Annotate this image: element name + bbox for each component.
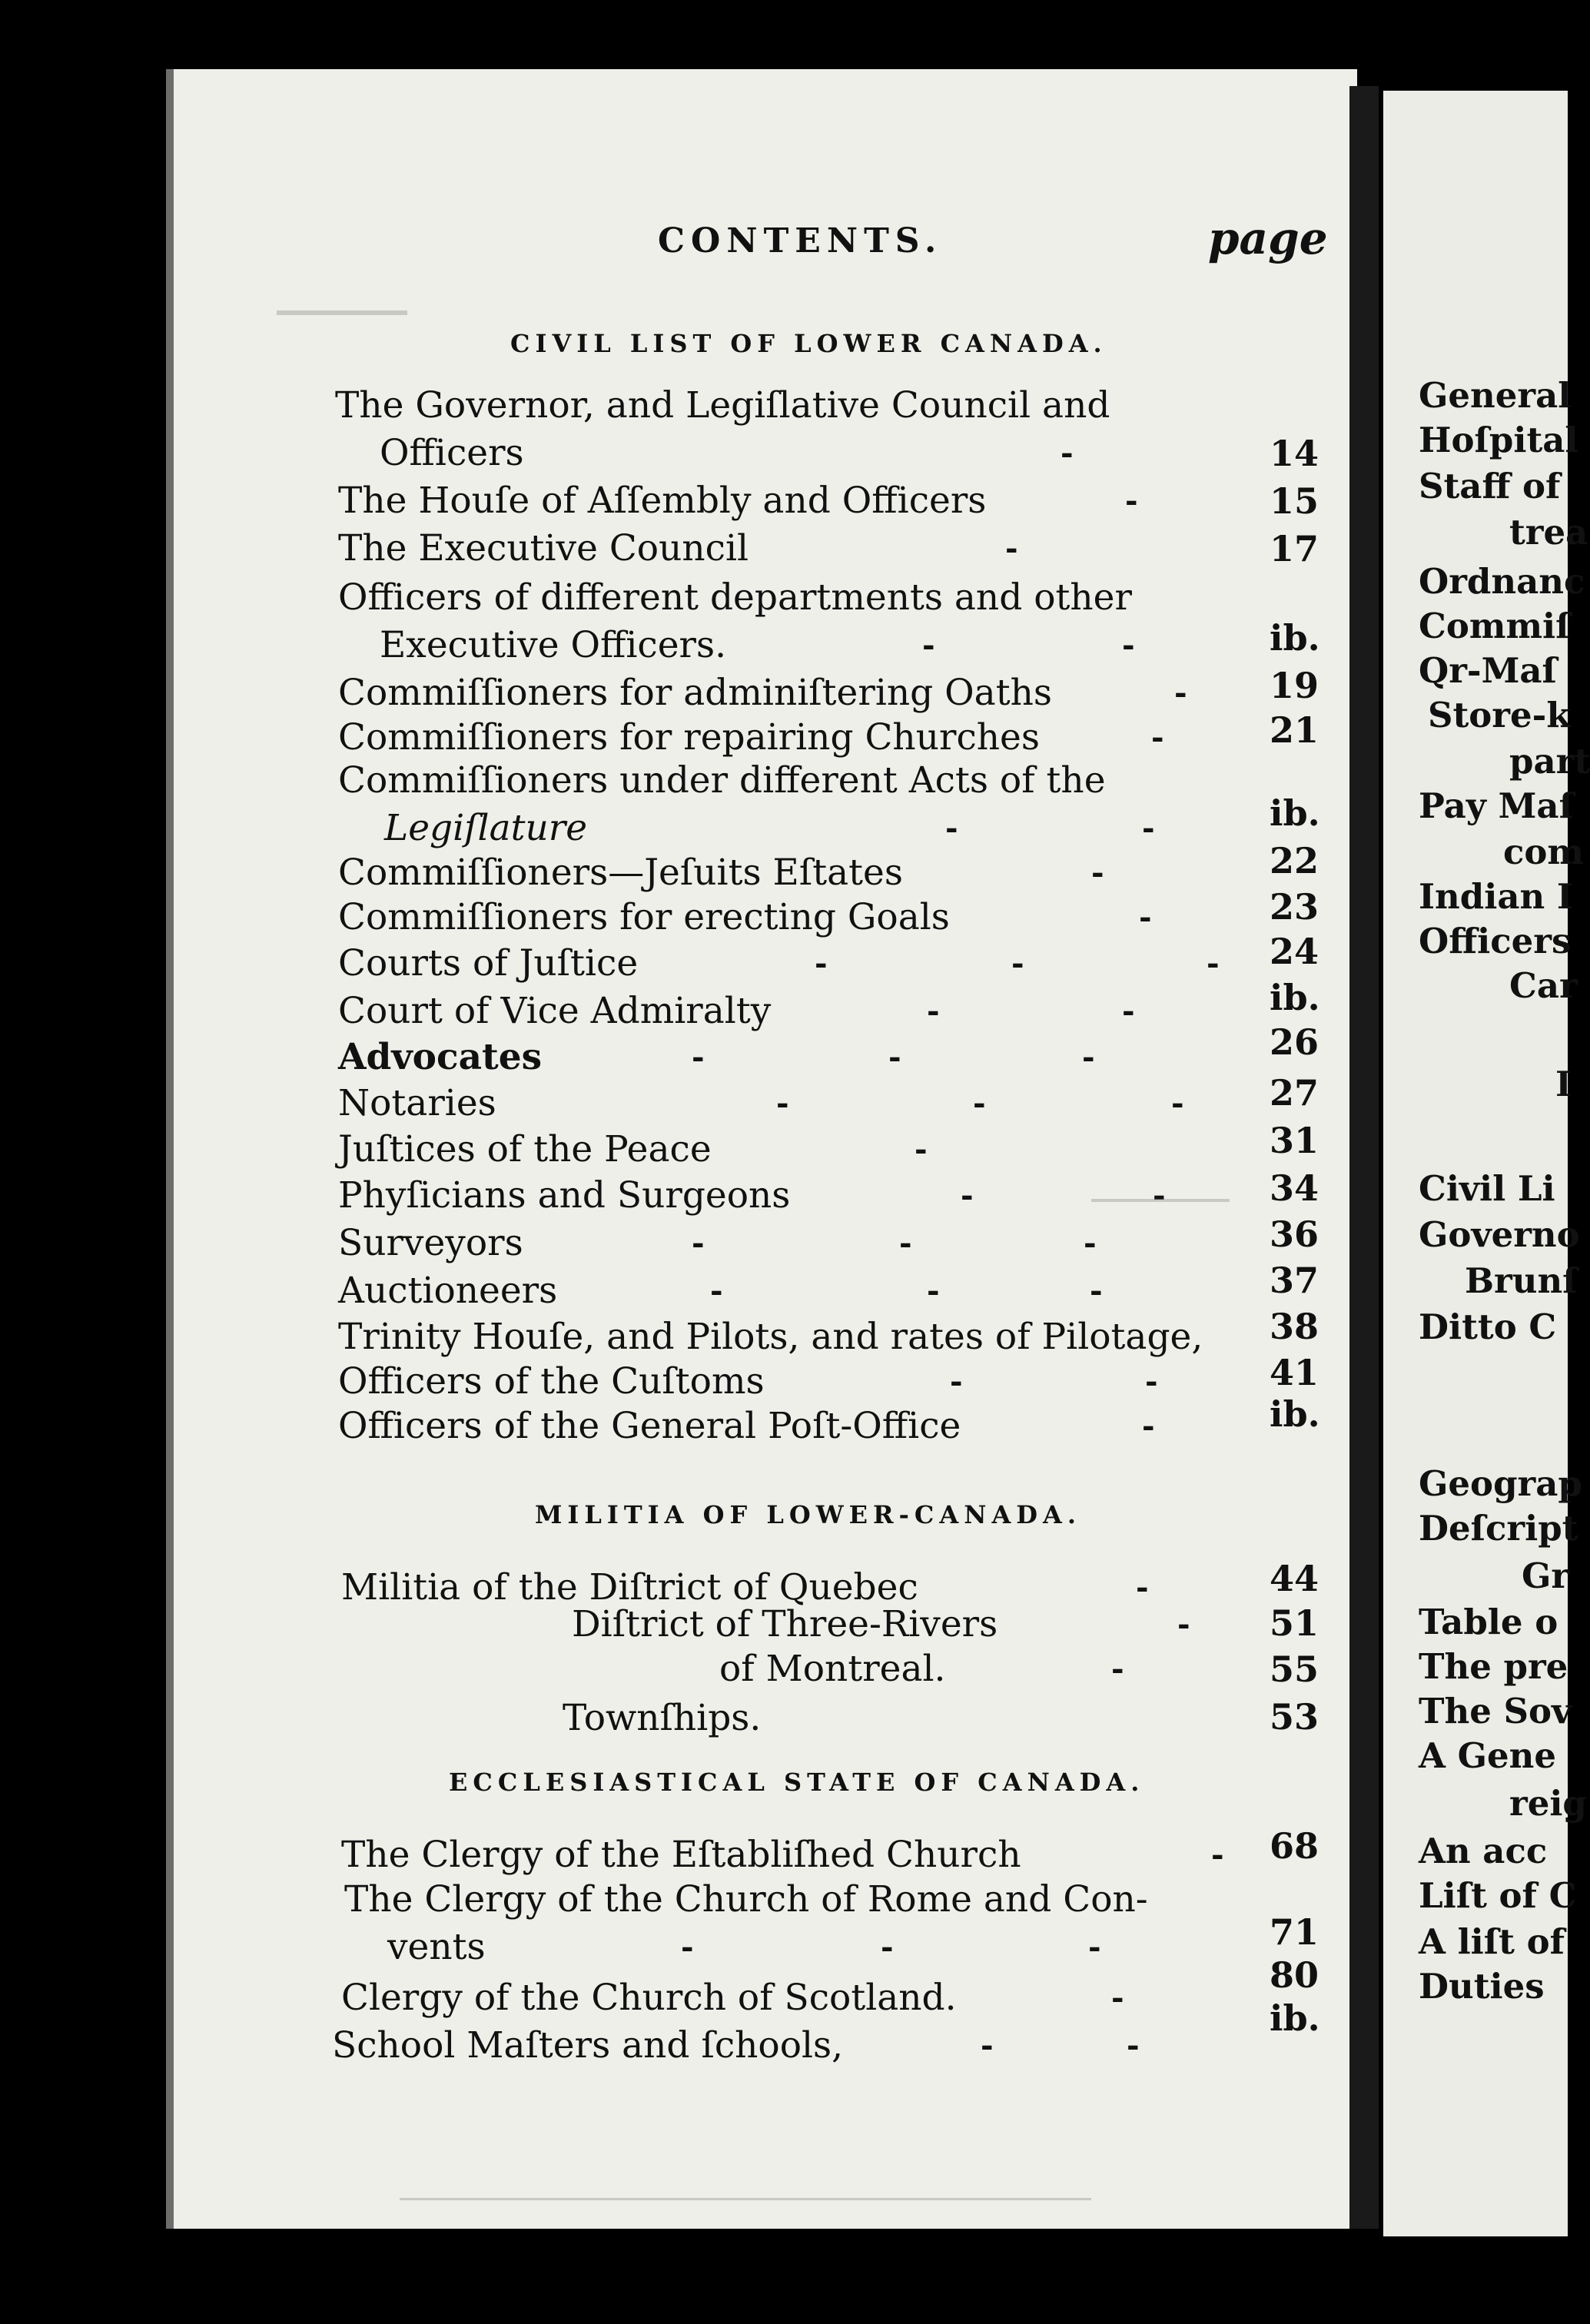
page-number: 23 — [1270, 886, 1319, 928]
entry-line: The Clergy of the Church of Rome and Con- — [344, 1878, 1148, 1921]
entry-line: Court of Vice Admiralty — [338, 990, 772, 1032]
page-number: 71 — [1270, 1911, 1319, 1953]
entry-line: Officers of the General Poſt-Office — [338, 1405, 961, 1447]
entry-line: Phyſicians and Surgeons — [338, 1174, 791, 1217]
facing-page-line: An acc — [1419, 1831, 1548, 1871]
page-number: 51 — [1270, 1602, 1319, 1644]
leader-dash: - — [710, 1273, 723, 1309]
page-number: 68 — [1270, 1825, 1319, 1867]
entry-line: Juſtices of the Peace — [338, 1128, 712, 1170]
page-number: 21 — [1270, 709, 1319, 751]
leader-dash: - — [815, 945, 828, 981]
facing-page-line: Gr — [1522, 1555, 1570, 1596]
contents-heading: CONTENTS. — [658, 221, 943, 261]
leader-dash: - — [1177, 1606, 1190, 1642]
page-number: 17 — [1270, 528, 1319, 569]
leader-dash: - — [1151, 719, 1164, 755]
facing-page-line: Pay Maſ — [1419, 785, 1574, 826]
page-number: 19 — [1270, 665, 1319, 706]
facing-page-line: Governo — [1419, 1214, 1580, 1255]
book-gutter — [1349, 86, 1379, 2229]
entry-line: Militia of the Diſtrict of Quebec — [341, 1566, 918, 1609]
page-number: 31 — [1270, 1120, 1319, 1161]
leader-dash: - — [1122, 993, 1135, 1029]
leader-dash: - — [1174, 675, 1187, 711]
facing-page-line: I — [1555, 1064, 1572, 1104]
facing-page-line: Table o — [1419, 1602, 1558, 1642]
page-number: 24 — [1270, 931, 1319, 972]
entry-line: Officers of the Cuſtoms — [338, 1360, 765, 1403]
facing-page-line: Ordnanc — [1419, 561, 1585, 602]
facing-page-line: Deſcript — [1419, 1508, 1578, 1549]
facing-page-line: A Gene — [1419, 1735, 1556, 1776]
facing-page-line: Liſt of C — [1419, 1875, 1577, 1916]
page-number: 80 — [1270, 1954, 1319, 1996]
page-number: 15 — [1270, 480, 1319, 522]
entry-line: Auctioneers — [338, 1270, 558, 1312]
facing-page-line: Geograp — [1419, 1463, 1582, 1504]
facing-page-line: Duties — [1419, 1966, 1545, 2007]
facing-page-line: The Sov — [1419, 1691, 1572, 1731]
page-number: ib. — [1270, 617, 1320, 659]
entry-line: vents — [387, 1926, 486, 1968]
entry-line: The Executive Council — [338, 527, 749, 569]
entry-line: Commiſſioners for adminiſtering Oaths — [338, 672, 1052, 714]
entry-line: Officers — [380, 432, 524, 474]
entry-line: Advocates — [338, 1036, 543, 1078]
leader-dash: - — [914, 1131, 928, 1167]
facing-page-line: Hoſpital — [1419, 420, 1578, 460]
leader-dash: - — [927, 993, 940, 1029]
leader-dash: - — [1139, 899, 1152, 935]
page-number: 44 — [1270, 1558, 1319, 1599]
leader-dash: - — [1136, 1569, 1149, 1605]
leader-dash: - — [1145, 1363, 1158, 1399]
leader-dash: - — [1142, 810, 1155, 846]
facing-page-line: Brunſ — [1465, 1260, 1578, 1301]
facing-page-line: Civil Li — [1419, 1168, 1555, 1209]
leader-dash: - — [681, 1929, 694, 1965]
facing-page-line: com — [1503, 832, 1585, 872]
facing-page-line: Officers — [1419, 921, 1572, 961]
print-noise — [400, 2198, 1091, 2200]
entry-line: School Maſters and ſchools, — [332, 2024, 844, 2067]
page-number: 27 — [1270, 1072, 1319, 1114]
leader-dash: - — [1125, 483, 1138, 519]
entry-line: The Governor, and Legiſlative Council and — [335, 384, 1110, 427]
entry-line: Townſhips. — [563, 1697, 762, 1739]
leader-dash: - — [1061, 435, 1074, 471]
leader-dash: - — [1082, 1039, 1095, 1075]
facing-page-line: Store-k — [1428, 695, 1571, 735]
leader-dash: - — [973, 1085, 986, 1121]
page-number: 14 — [1270, 433, 1319, 474]
page-number: 34 — [1270, 1167, 1319, 1209]
leader-dash: - — [888, 1039, 901, 1075]
page-number: 22 — [1270, 840, 1319, 881]
leader-dash: - — [692, 1225, 705, 1261]
facing-page-line: Qr-Maſ — [1419, 650, 1557, 691]
leader-dash: - — [899, 1225, 912, 1261]
entry-line: Commiſſioners for erecting Goals — [338, 896, 950, 938]
leader-dash: - — [950, 1363, 963, 1399]
leader-dash: - — [1122, 627, 1135, 663]
section-title-militia: MILITIA OF LOWER-CANADA. — [535, 1500, 1082, 1529]
entry-line: Clergy of the Church of Scotland. — [341, 1977, 957, 2019]
entry-line: Commiſſioners for repairing Churches — [338, 716, 1040, 759]
leader-dash: - — [776, 1085, 789, 1121]
leader-dash: - — [927, 1273, 940, 1309]
leader-dash: - — [1142, 1408, 1155, 1444]
page-number: 37 — [1270, 1260, 1319, 1301]
page-number: ib. — [1270, 1393, 1320, 1435]
facing-page-line: reig — [1509, 1783, 1587, 1824]
entry-line: Notaries — [338, 1082, 496, 1124]
page-number: 41 — [1270, 1352, 1319, 1393]
page-number: ib. — [1270, 792, 1320, 834]
leader-dash: - — [1011, 945, 1024, 981]
entry-line: The Clergy of the Eſtabliſhed Church — [341, 1834, 1021, 1876]
page-number: ib. — [1270, 977, 1320, 1018]
leader-dash: - — [1171, 1085, 1184, 1121]
leader-dash: - — [692, 1039, 705, 1075]
entry-line: Officers of different departments and other — [338, 576, 1132, 619]
leader-dash: - — [961, 1177, 974, 1213]
section-title-ecclesiastical: ECCLESIASTICAL STATE OF CANADA. — [449, 1768, 1145, 1797]
page-column-label: page — [1208, 212, 1328, 264]
entry-line: The Houſe of Aſſembly and Officers — [338, 480, 987, 522]
facing-page-line: Commiſ — [1419, 606, 1571, 646]
facing-page-line: Ditto C — [1419, 1306, 1557, 1347]
entry-line: Courts of Juſtice — [338, 942, 639, 984]
facing-page-line: Indian I — [1419, 876, 1573, 917]
leader-dash: - — [881, 1929, 894, 1965]
facing-page-line: trea — [1509, 512, 1588, 553]
facing-page-line: Staff of — [1419, 466, 1561, 506]
leader-dash: - — [1211, 1837, 1224, 1873]
facing-page-line: General — [1419, 375, 1572, 416]
leader-dash: - — [1153, 1177, 1166, 1213]
leader-dash: - — [1084, 1225, 1097, 1261]
section-title-civil-list: CIVIL LIST OF LOWER CANADA. — [510, 329, 1107, 358]
page-number: 53 — [1270, 1696, 1319, 1738]
facing-page-line: part — [1509, 741, 1590, 782]
leader-dash: - — [1127, 2027, 1140, 2063]
facing-page-line: A liſt of — [1419, 1921, 1565, 1962]
entry-line: Commiſſioners—Jeſuits Eſtates — [338, 852, 903, 894]
entry-line: Surveyors — [338, 1222, 523, 1264]
leader-dash: - — [922, 627, 935, 663]
entry-line: of Montreal. — [719, 1648, 946, 1690]
entry-line: Trinity Houſe, and Pilots, and rates of Pilotage, — [338, 1316, 1203, 1358]
page-number: 36 — [1270, 1213, 1319, 1255]
print-noise — [277, 310, 407, 315]
leader-dash: - — [1207, 945, 1220, 981]
page-number: 38 — [1270, 1306, 1319, 1347]
page-number: ib. — [1270, 1997, 1320, 2039]
page-number: 55 — [1270, 1648, 1319, 1690]
leader-dash: - — [1090, 1273, 1103, 1309]
entry-line: Legiſlature — [384, 807, 588, 849]
leader-dash: - — [1088, 1929, 1101, 1965]
leader-dash: - — [1091, 855, 1104, 891]
entry-line: Commiſſioners under different Acts of the — [338, 759, 1106, 802]
leader-dash: - — [1111, 1651, 1124, 1687]
leader-dash: - — [1005, 530, 1018, 566]
leader-dash: - — [1111, 1980, 1124, 2016]
leader-dash: - — [945, 810, 958, 846]
entry-line: Executive Officers. — [380, 624, 727, 666]
facing-page-line: The pre — [1419, 1646, 1568, 1687]
entry-line: Diſtrict of Three-Rivers — [572, 1603, 998, 1645]
facing-page-line: Car — [1509, 965, 1578, 1006]
leader-dash: - — [981, 2027, 994, 2063]
page-number: 26 — [1270, 1021, 1319, 1063]
print-noise — [1091, 1199, 1230, 1202]
